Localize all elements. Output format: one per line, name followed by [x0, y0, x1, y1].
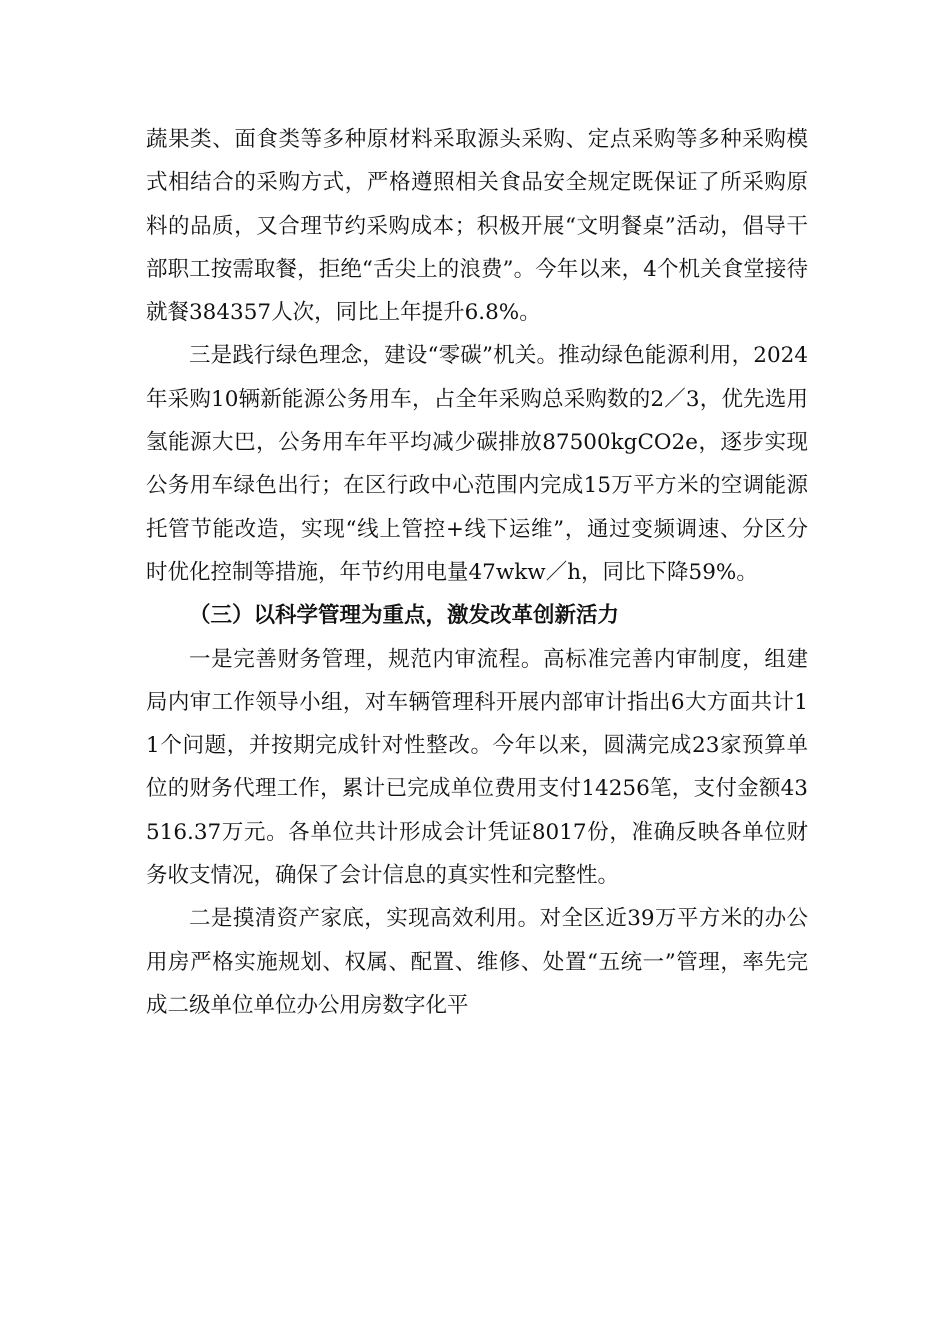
paragraph-asset-management: 二是摸清资产家底，实现高效利用。对全区近39万平方米的办公用房严格实施规划、权属、配置、维修、处置“五统一”管理，率先完成二级单位单位办公用房数字化平	[146, 906, 808, 1018]
document-body	[146, 118, 808, 1027]
paragraph-food-procurement: 蔬果类、面食类等多种原材料采取源头采购、定点采购等多种采购模式相结合的采购方式，严格遵照相关食品安全规定既保证了所采购原料的品质，又合理节约采购成本；积极开展“文明餐桌”活动，倡导干部职工按需取餐，拒绝“舌尖上的浪费”。今年以来，4个机关食堂接待就餐384357人次，同比上年提升6.8%。	[146, 127, 808, 326]
section-heading-scientific-management: （三）以科学管理为重点，激发改革创新活力	[189, 603, 620, 629]
paragraph-financial-management: 一是完善财务管理，规范内审流程。高标准完善内审制度，组建局内审工作领导小组，对车辆管理科开展内部审计指出6大方面共计11个问题，并按期完成针对性整改。今年以来，圆满完成23家预算单位的财务代理工作，累计已完成单位费用支付14256笔，支付金额43516.37万元。各单位共计形成会计凭证8017份，准确反映各单位财务收支情况，确保了会计信息的真实性和完整性。	[146, 646, 808, 889]
paragraph-green-office: 三是践行绿色理念，建设“零碳”机关。推动绿色能源利用，2024年采购10辆新能源公务用车，占全年采购总采购数的2／3，优先选用氢能源大巴，公务用车年平均减少碳排放87500kgCO2e，逐步实现公务用车绿色出行；在区行政中心范围内完成15万平方米的空调能源托管节能改造，实现“线上管控+线下运维”，通过变频调速、分区分时优化控制等措施，年节约用电量47wkw／h，同比下降59%。	[146, 343, 808, 585]
